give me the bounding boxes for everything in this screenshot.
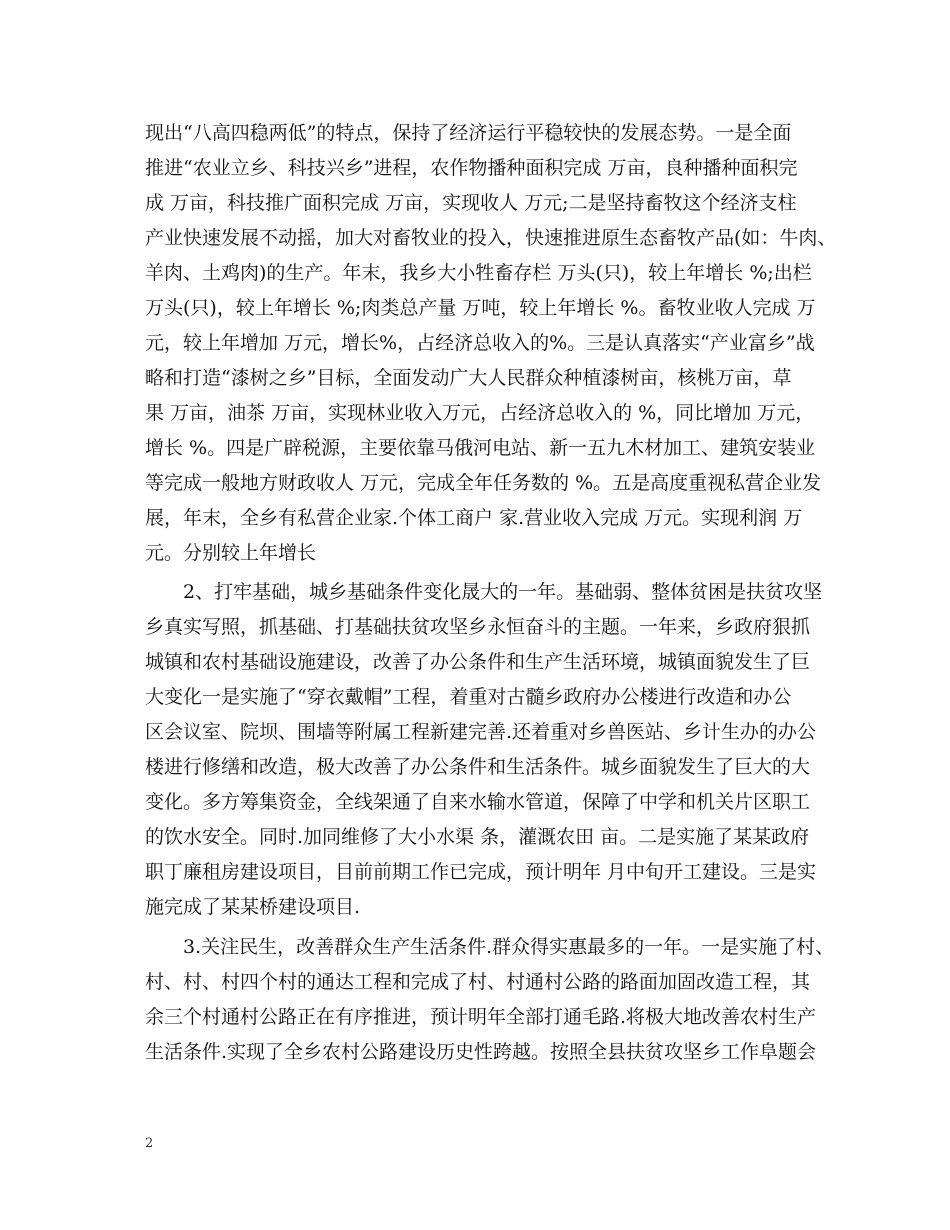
text-line: 3.关注民生，改善群众生产生活条件.群众得实惠最多的一年。一是实施了村、 (145, 936, 835, 958)
text-line: 推进“农业立乡、科技兴乡”进程，农作物播种面积完成 万亩，良种播种面积完 (145, 157, 798, 179)
text-line: 施完成了某某桥建设项目. (145, 896, 361, 918)
text-line: 羊肉、土鸡肉)的生产。年末，我乡大小牲畜存栏 万头(只)，较上年增长 %;出栏 (145, 262, 812, 284)
text-line: 变化。多方筹集资金，全线架通了自来水输水管道，保障了中学和机关片区职工 (145, 791, 811, 813)
text-line: 等完成一般地方财政收人 万元，完成全年任务数的 %。五是高度重视私营企业发 (145, 472, 822, 494)
text-line: 万头(只)，较上年增长 %;肉类总产量 万吨，较上年增长 %。畜牧业收人完成 万 (145, 297, 816, 319)
text-line: 乡真实写照，抓基础、打基础扶贫攻坚乡永恒奋斗的主题。一年来，乡政府狠抓 (145, 616, 811, 638)
text-line: 楼进行修缮和改造，极大改善了办公条件和生活条件。城乡面貌发生了巨大的大 (145, 756, 811, 778)
text-line: 展，年末，全乡有私营企业家.个体工商户 家.营业收入完成 万元。实现利润 万 (145, 507, 803, 529)
text-line: 区会议室、院坝、围墙等附属工程新建完善.还着重对乡兽医站、乡计生办的办公 (145, 721, 817, 743)
text-line: 的饮水安全。同时.加同维修了大小水渠 条，灌溉农田 亩。二是实施了某某政府 (145, 826, 810, 848)
text-line: 生活条件.实现了全乡农村公路建设历史性跨越。按照全县扶贫攻坚乡工作阜题会 (145, 1041, 817, 1063)
text-line: 余三个村通村公路正在有序推进，预计明年全部打通毛路.将极大地改善农村生产 (145, 1006, 817, 1028)
text-line: 现出“八高四稳两低”的特点，保持了经济运行平稳较快的发展态势。一是全面 (145, 122, 792, 144)
text-line: 城镇和农村基础设施建设，改善了办公条件和生产生活环境，城镇面貌发生了巨 (145, 651, 811, 673)
text-line: 村、村、村四个村的通达工程和完成了村、村通村公路的路面加固改造工程，其 (145, 971, 811, 993)
text-line: 大变化一是实施了“穿衣戴帽”工程，着重对古髓乡政府办公楼进行改造和办公 (145, 686, 792, 708)
text-line: 元，较上年增加 万元，增长%，占经济总收入的%。三是认真落实“产业富乡”战 (145, 332, 815, 354)
page-number: 2 (145, 1136, 154, 1151)
text-line: 成 万亩，科技推广面积完成 万亩，实现收人 万元;二是坚持畜牧这个经济支柱 (145, 192, 797, 214)
text-line: 增长 %。四是广辟税源，主要依靠马俄河电站、新一五九木材加工、建筑安装业 (145, 437, 816, 459)
text-line: 果 万亩，油茶 万亩，实现林业收入万元，占经济总收入的 %，同比增加 万元， (145, 402, 815, 424)
text-line: 略和打造“漆树之乡”目标，全面发动广大人民群众种植漆树亩，核桃万亩，草 (145, 367, 792, 389)
text-line: 元。分别较上年增长 (145, 542, 317, 564)
text-line: 产业快速发展不动摇，加大对畜牧业的投入，快速推进原生态畜牧产品(如：牛肉、 (145, 227, 837, 249)
text-line: 职丁廉租房建设项目，目前前期工作已完成，预计明年 月中旬开工建设。三是实 (145, 861, 817, 883)
text-line: 2、打牢基础，城乡基础条件变化晟大的一年。基础弱、整体贫困是扶贫攻坚 (145, 581, 823, 603)
